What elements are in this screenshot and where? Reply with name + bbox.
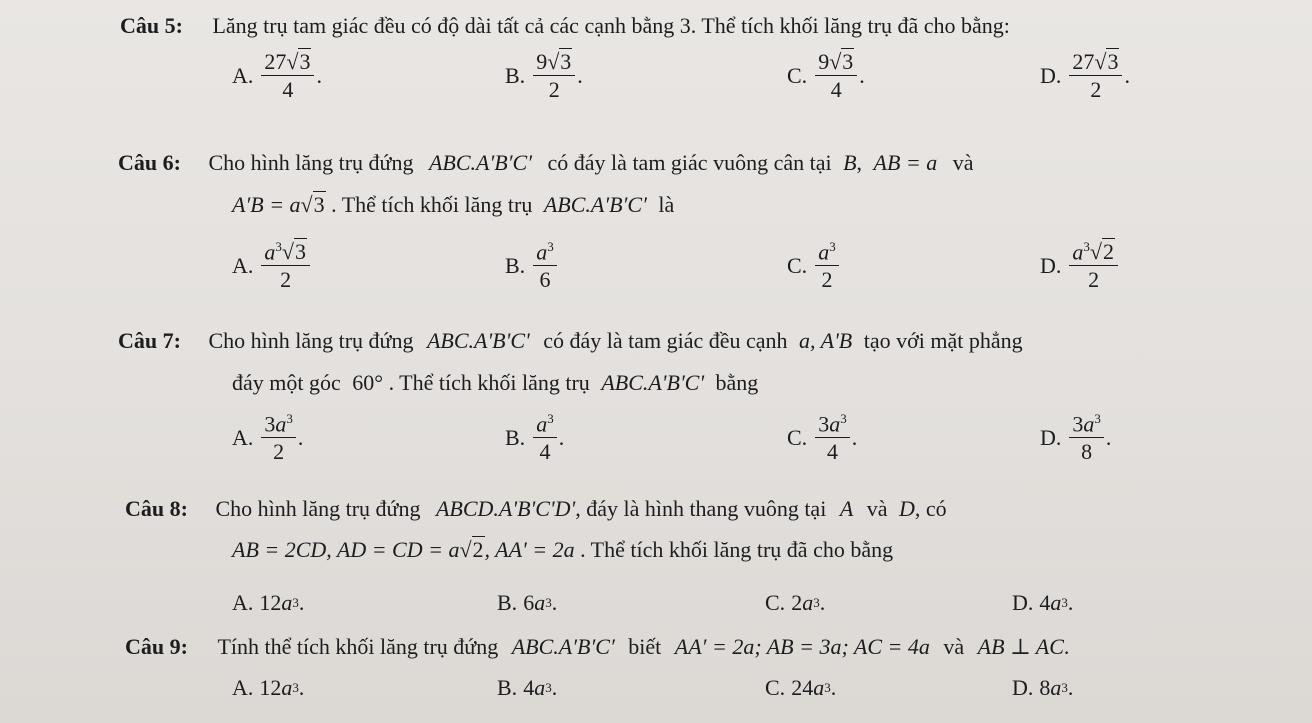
q7-option-b[interactable]: B. $\frac{a^3}{4}$ . [505, 411, 565, 465]
option-label: C. [787, 62, 808, 88]
option-label: D. [1040, 424, 1062, 450]
q8-stem-line2: AB = 2CD, AD = CD = a√2, AA' = 2a . Thể tích khối lăng trụ đã cho bằng [232, 537, 894, 562]
fraction: $\frac{a^3√2}{2}$ [1069, 240, 1118, 292]
q8-option-b[interactable]: B. 6 a 3 . [497, 590, 558, 615]
q6-option-b[interactable] [505, 240, 559, 292]
q6-option-d[interactable] [1040, 240, 1120, 292]
option-label: C. [787, 252, 808, 278]
question-label: Câu 8: [125, 496, 188, 521]
option-label: B. [505, 424, 526, 450]
q8-option-d[interactable]: D. 4 a 3 . [1012, 590, 1074, 615]
option-label: D. [1012, 675, 1034, 700]
option-label: C. [787, 424, 808, 450]
option-label: B. [505, 252, 526, 278]
q6-option-c[interactable] [787, 240, 841, 292]
option-label: B. [497, 675, 518, 700]
q5-option-d[interactable]: D. $\frac{27√3}{2}$ . [1040, 49, 1130, 103]
fraction: $\frac{9√3}{2}$ [533, 50, 575, 101]
fraction: $\frac{27√3}{4}$ [261, 50, 314, 101]
fraction: $\frac{a^3}{2}$ [815, 240, 839, 292]
fraction: $\frac{a^3}{4}$ [533, 412, 557, 464]
question-text: Lăng trụ tam giác đều có độ dài tất cả các cạnh bằng 3. Thể tích khối lăng trụ đã cho bằng: [212, 13, 1010, 38]
option-label: A. [232, 252, 254, 278]
q8-stem-line1: Câu 8: Cho hình lăng trụ đứng ABCD.A'B'C'D', đáy là hình thang vuông tại A và D, có [125, 496, 947, 521]
q5-stem [120, 13, 1010, 39]
q9-option-d[interactable]: D. 8 a 3 . [1012, 675, 1074, 700]
fraction: $\frac{3a^3}{8}$ [1069, 412, 1104, 464]
question-label: Câu 5: [120, 13, 183, 38]
q6-stem-line2: A′B = a√3 . Thể tích khối lăng trụ ABC.A′B′C′ là [232, 192, 675, 217]
option-label: D. [1040, 252, 1062, 278]
option-label: D. [1040, 62, 1062, 88]
q9-stem: Câu 9: Tính thể tích khối lăng trụ đứng ABC.A′B′C′ biết AA′ = 2a; AB = 3a; AC = 4a và AB ⊥ AC. [125, 634, 1070, 659]
option-label: A. [232, 424, 254, 450]
q9-option-b[interactable]: B. 4 a 3 . [497, 675, 558, 700]
option-label: A. [232, 675, 254, 700]
q7-stem-line2: đáy một góc 60° . Thể tích khối lăng trụ ABC.A'B'C' bằng [232, 370, 759, 395]
fraction: $\frac{3a^3}{4}$ [815, 412, 850, 464]
q5-option-a[interactable]: A. $\frac{27√3}{4}$ . [232, 49, 322, 103]
q8-option-a[interactable]: A. 12 a 3 . [232, 590, 305, 615]
fraction: $\frac{3a^3}{2}$ [261, 412, 296, 464]
option-label: A. [232, 62, 254, 88]
question-label: Câu 7: [118, 328, 181, 353]
q7-option-a[interactable]: A. $\frac{3a^3}{2}$ . [232, 411, 304, 465]
q5-option-c[interactable]: C. $\frac{9√3}{4}$ . [787, 49, 865, 103]
q7-option-d[interactable]: D. $\frac{3a^3}{8}$ . [1040, 411, 1112, 465]
fraction: $\frac{a^3}{6}$ [533, 240, 557, 292]
option-label: C. [765, 590, 786, 615]
question-label: Câu 9: [125, 634, 188, 659]
q9-option-a[interactable]: A. 12 a 3 . [232, 675, 305, 700]
option-label: A. [232, 590, 254, 615]
q7-option-c[interactable]: C. $\frac{3a^3}{4}$ . [787, 411, 858, 465]
fraction: $\frac{9√3}{4}$ [815, 50, 857, 101]
q5-option-b[interactable]: B. $\frac{9√3}{2}$ . [505, 49, 583, 103]
option-label: C. [765, 675, 786, 700]
option-label: D. [1012, 590, 1034, 615]
q8-option-c[interactable]: C. 2 a 3 . [765, 590, 826, 615]
q7-stem-line1: Câu 7: Cho hình lăng trụ đứng ABC.A'B'C' có đáy là tam giác đều cạnh a, A'B tạo với mặt phẳng [118, 328, 1023, 353]
fraction: $\frac{27√3}{2}$ [1069, 50, 1122, 101]
option-label: B. [497, 590, 518, 615]
q6-stem-line1: Câu 6: Cho hình lăng trụ đứng ABC.A′B′C′ có đáy là tam giác vuông cân tại B, AB = a và [118, 150, 974, 175]
fraction: $\frac{a^3√3}{2}$ [261, 240, 310, 292]
question-label: Câu 6: [118, 150, 181, 175]
q9-option-c[interactable]: C. 24 a 3 . [765, 675, 837, 700]
option-label: B. [505, 62, 526, 88]
q6-option-a[interactable] [232, 240, 312, 292]
